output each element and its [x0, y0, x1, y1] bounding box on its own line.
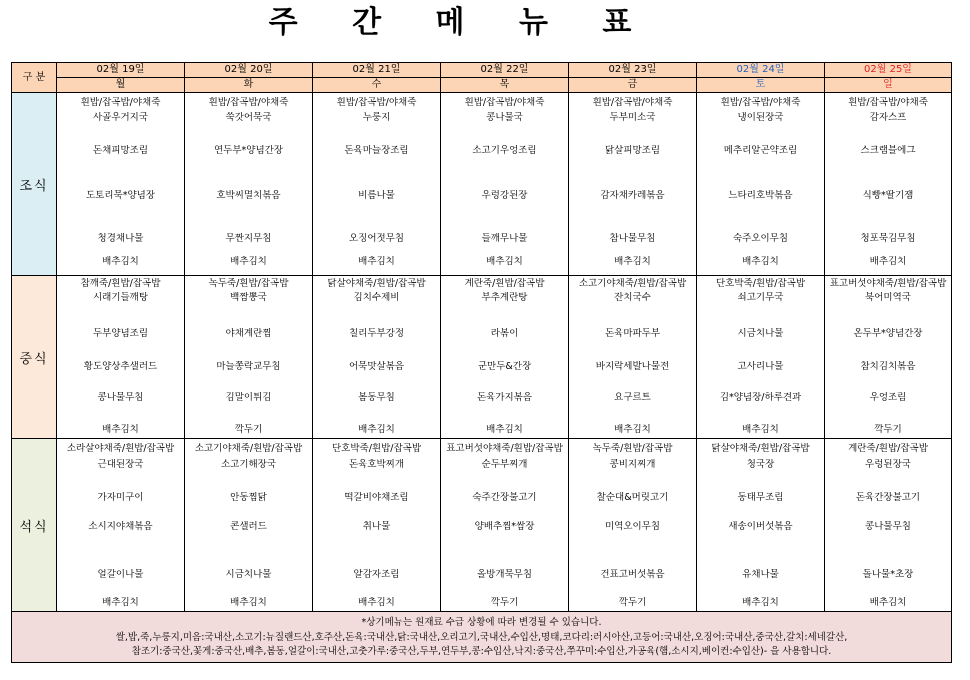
menu-cell	[57, 276, 185, 439]
header-date: 02월 20일	[185, 63, 313, 78]
header-day-of-week: 일	[825, 78, 952, 93]
menu-item: 알감자조림	[353, 569, 400, 580]
menu-cell	[441, 276, 569, 439]
menu-item: 사골우거지국	[92, 112, 149, 123]
menu-item: 건표고버섯볶음	[600, 569, 665, 580]
menu-cell	[569, 439, 697, 612]
menu-item: 미역오이무침	[604, 521, 661, 532]
menu-item: 스크램블에그	[860, 145, 916, 156]
menu-item: 느타리호박볶음	[728, 190, 793, 201]
menu-item: 흰밥/잡곡밥/야채죽	[336, 97, 417, 108]
menu-item: 콩비지찌개	[609, 459, 656, 470]
menu-item: 소시지야채볶음	[88, 521, 153, 532]
meal-row-lunch	[12, 276, 952, 439]
menu-item: 냉이된장국	[737, 112, 784, 123]
menu-item: 돈육마늘장조림	[344, 145, 409, 156]
menu-item: 북어미역국	[865, 292, 911, 303]
menu-item: 콩나물무침	[865, 521, 911, 532]
menu-item: 소라살야채죽/흰밥/잡곡밥	[66, 443, 175, 454]
notes-row	[12, 612, 952, 663]
header-date: 02월 21일	[313, 63, 441, 78]
menu-item: 배추김치	[230, 256, 267, 267]
menu-item: 오징어젓무침	[348, 233, 405, 244]
menu-item: 배추김치	[742, 424, 779, 435]
menu-item: 돈육가지볶음	[476, 392, 533, 403]
notes-line-3: 참조기:중국산,꽃게:중국산,배추,봄동,얼갈이:국내산,고춧가루:중국산,두부,연두부,콩:수입산,낙지:중국산,쭈꾸미:수입산,가공육(햄,소시지,베이컨:수입산)- 을 사용합니다.	[131, 646, 832, 657]
page-title	[0, 0, 900, 50]
menu-cell	[57, 439, 185, 612]
meal-label-dinner: 석식	[12, 439, 57, 612]
menu-item: 표고버섯야채죽/흰밥/잡곡밥	[446, 443, 563, 454]
menu-cell	[185, 93, 313, 276]
menu-item: 근대된장국	[97, 459, 144, 470]
weekly-menu-table	[11, 62, 952, 663]
menu-item: 돈육간장불고기	[855, 492, 921, 503]
menu-item: 새송이버섯볶음	[728, 521, 793, 532]
menu-item: 들깨무나물	[481, 233, 528, 244]
notes-line-2: 쌀,밥,죽,누룽지,미음:국내산,소고기:뉴질랜드산,호주산,돈육:국내산,닭:국내산,오리고기,국내산,수입산,명태,코다리:러시아산,고등어:국내산,오징어:국내산,중국산,갈치:세네갈산,	[115, 632, 848, 643]
menu-item: 가자미구이	[97, 492, 144, 503]
menu-item: 배추김치	[742, 597, 779, 608]
menu-item: 배추김치	[869, 597, 907, 608]
header-date: 02월 22일	[441, 63, 569, 78]
menu-item: 순두부찌개	[481, 459, 528, 470]
menu-item: 취나물	[362, 521, 391, 532]
menu-item: 표고버섯야채죽/흰밥/잡곡밥	[829, 278, 947, 289]
header-day-of-week: 금	[569, 78, 697, 93]
meal-label-lunch: 중식	[12, 276, 57, 439]
menu-item: 우렁강된장	[481, 190, 528, 201]
header-day-of-week: 월	[57, 78, 185, 93]
menu-item: 청포묵김무침	[860, 233, 916, 244]
menu-cell	[441, 93, 569, 276]
title-char: 주	[268, 5, 298, 40]
menu-item: 누룽지	[362, 112, 391, 123]
menu-item: 시금치나물	[225, 569, 272, 580]
menu-item: 배추김치	[486, 424, 523, 435]
menu-item: 콩나물무침	[97, 392, 144, 403]
menu-item: 흰밥/잡곡밥/야채죽	[848, 97, 928, 108]
menu-item: 부추계란탕	[481, 292, 528, 303]
menu-item: 마늘쫑락교무침	[216, 361, 281, 372]
menu-item: 우엉조림	[869, 392, 907, 403]
menu-item: 바지락세발나물전	[595, 361, 670, 372]
menu-item: 청경채나물	[97, 233, 144, 244]
header-day-of-week: 수	[313, 78, 441, 93]
menu-item: 깍두기	[618, 597, 647, 608]
menu-item: 안동찜닭	[230, 492, 267, 503]
menu-item: 흰밥/잡곡밥/야채죽	[464, 97, 545, 108]
menu-cell	[313, 439, 441, 612]
menu-item: 김치수제비	[353, 292, 400, 303]
menu-item: 배추김치	[102, 597, 139, 608]
menu-cell	[569, 93, 697, 276]
menu-item: 닭살야채죽/흰밥/잡곡밥	[711, 443, 810, 454]
menu-item: 녹두죽/흰밥/잡곡밥	[208, 278, 289, 289]
menu-item: 고사리나물	[737, 361, 784, 372]
menu-item: 돌나물*초장	[862, 569, 914, 580]
menu-cell	[57, 93, 185, 276]
meal-row-dinner	[12, 439, 952, 612]
menu-item: 식빵*딸기잼	[862, 190, 914, 201]
menu-item: 시래기들깨탕	[92, 292, 149, 303]
menu-cell	[825, 439, 952, 612]
header-day-of-week: 토	[697, 78, 825, 93]
menu-item: 도토리묵*양념장	[86, 190, 155, 201]
menu-cell	[825, 93, 952, 276]
menu-item: 쑥갓어묵국	[225, 112, 272, 123]
menu-item: 깍두기	[234, 424, 263, 435]
notes-line-1: *상기메뉴는 원재료 수급 상황에 따라 변경될 수 있습니다.	[361, 617, 602, 628]
menu-item: 찰순대&머릿고기	[596, 492, 669, 503]
menu-item: 칠리두부강정	[348, 328, 405, 339]
menu-item: 우렁된장국	[865, 459, 911, 470]
menu-item: 배추김치	[230, 597, 267, 608]
menu-item: 소고기해장국	[220, 459, 277, 470]
menu-item: 올방개묵무침	[476, 569, 533, 580]
menu-item: 단호박죽/흰밥/잡곡밥	[716, 278, 805, 289]
menu-cell	[825, 276, 952, 439]
menu-item: 시금치나물	[737, 328, 784, 339]
menu-item: 깍두기	[874, 424, 902, 435]
menu-cell	[313, 93, 441, 276]
menu-item: 얼갈이나물	[97, 569, 144, 580]
menu-item: 소고기야채죽/흰밥/잡곡밥	[578, 278, 687, 289]
menu-item: 계란죽/흰밥/잡곡밥	[848, 443, 928, 454]
menu-item: 닭살야채죽/흰밥/잡곡밥	[327, 278, 426, 289]
notes-cell	[12, 612, 952, 663]
menu-item: 돈육마파두부	[604, 328, 661, 339]
menu-item: 참깨죽/흰밥/잡곡밥	[80, 278, 161, 289]
menu-cell	[697, 93, 825, 276]
menu-item: 연두부*양념간장	[214, 145, 283, 156]
menu-item: 어묵맛살볶음	[348, 361, 405, 372]
menu-cell	[697, 276, 825, 439]
menu-item: 비름나물	[358, 190, 395, 201]
menu-item: 군만두&간장	[477, 361, 532, 372]
menu-item: 깍두기	[490, 597, 519, 608]
menu-item: 황도양상추샐러드	[83, 361, 158, 372]
menu-item: 무짠지무침	[225, 233, 272, 244]
menu-cell	[185, 276, 313, 439]
menu-cell	[185, 439, 313, 612]
menu-item: 배추김치	[102, 424, 139, 435]
menu-item: 배추김치	[358, 597, 395, 608]
menu-item: 배추김치	[358, 256, 395, 267]
menu-cell	[697, 439, 825, 612]
menu-cell	[441, 439, 569, 612]
menu-item: 메추리알곤약조림	[723, 145, 798, 156]
menu-item: 소고기야채죽/흰밥/잡곡밥	[194, 443, 303, 454]
title-char: 뉴	[518, 5, 548, 40]
menu-item: 숙주오이무침	[732, 233, 789, 244]
menu-item: 배추김치	[742, 256, 779, 267]
title-char: 표	[602, 5, 632, 40]
menu-item: 콘샐러드	[230, 521, 267, 532]
menu-item: 김말이튀김	[225, 392, 272, 403]
title-char: 간	[352, 5, 382, 40]
gubun-header: 구 분	[12, 63, 57, 93]
menu-item: 배추김치	[102, 256, 139, 267]
menu-item: 닭살피망조림	[604, 145, 661, 156]
header-date: 02월 23일	[569, 63, 697, 78]
menu-item: 라볶이	[490, 328, 519, 339]
menu-item: 양배추찜*쌈장	[474, 521, 535, 532]
menu-item: 숙주간장불고기	[472, 492, 537, 503]
menu-item: 요구르트	[614, 392, 651, 403]
menu-item: 감자채카레볶음	[600, 190, 665, 201]
menu-item: 두부미소국	[609, 112, 656, 123]
header-day-row	[12, 78, 952, 93]
menu-item: 흰밥/잡곡밥/야채죽	[80, 97, 161, 108]
menu-item: 백짬뽕국	[230, 292, 267, 303]
menu-item: 잔치국수	[614, 292, 651, 303]
menu-item: 배추김치	[614, 256, 651, 267]
menu-item: 떡갈비야채조림	[344, 492, 409, 503]
menu-item: 단호박죽/흰밥/잡곡밥	[332, 443, 421, 454]
menu-item: 유채나물	[742, 569, 779, 580]
header-day-of-week: 목	[441, 78, 569, 93]
menu-item: 배추김치	[869, 256, 907, 267]
menu-item: 소고기우엉조림	[472, 145, 537, 156]
menu-item: 야채계란찜	[225, 328, 272, 339]
menu-item: 돈채피망조림	[92, 145, 149, 156]
menu-item: 배추김치	[486, 256, 523, 267]
menu-item: 쇠고기무국	[737, 292, 784, 303]
header-date: 02월 25일	[825, 63, 952, 78]
menu-item: 계란죽/흰밥/잡곡밥	[464, 278, 545, 289]
meal-label-breakfast: 조식	[12, 93, 57, 276]
menu-cell	[313, 276, 441, 439]
header-date: 02월 19일	[57, 63, 185, 78]
menu-item: 흰밥/잡곡밥/야채죽	[720, 97, 801, 108]
menu-item: 온두부*양념간장	[853, 328, 923, 339]
menu-cell	[569, 276, 697, 439]
menu-item: 참치김치볶음	[860, 361, 916, 372]
menu-item: 배추김치	[358, 424, 395, 435]
menu-item: 동태무조림	[737, 492, 784, 503]
header-date: 02월 24일	[697, 63, 825, 78]
menu-item: 배추김치	[614, 424, 651, 435]
menu-item: 콩나물국	[486, 112, 523, 123]
header-day-of-week: 화	[185, 78, 313, 93]
menu-item: 감자스프	[869, 112, 907, 123]
menu-item: 돈육호박찌개	[348, 459, 405, 470]
menu-item: 녹두죽/흰밥/잡곡밥	[592, 443, 673, 454]
menu-item: 호박씨멸치볶음	[216, 190, 281, 201]
meal-row-breakfast	[12, 93, 952, 276]
menu-item: 청국장	[746, 459, 775, 470]
header-date-row	[12, 63, 952, 78]
menu-item: 봄동무침	[358, 392, 395, 403]
menu-item: 김*양념장/하루견과	[719, 392, 802, 403]
menu-item: 두부양념조림	[92, 328, 149, 339]
menu-item: 흰밥/잡곡밥/야채죽	[592, 97, 673, 108]
menu-item: 참나물무침	[609, 233, 656, 244]
title-char: 메	[435, 5, 465, 40]
menu-item: 흰밥/잡곡밥/야채죽	[208, 97, 289, 108]
